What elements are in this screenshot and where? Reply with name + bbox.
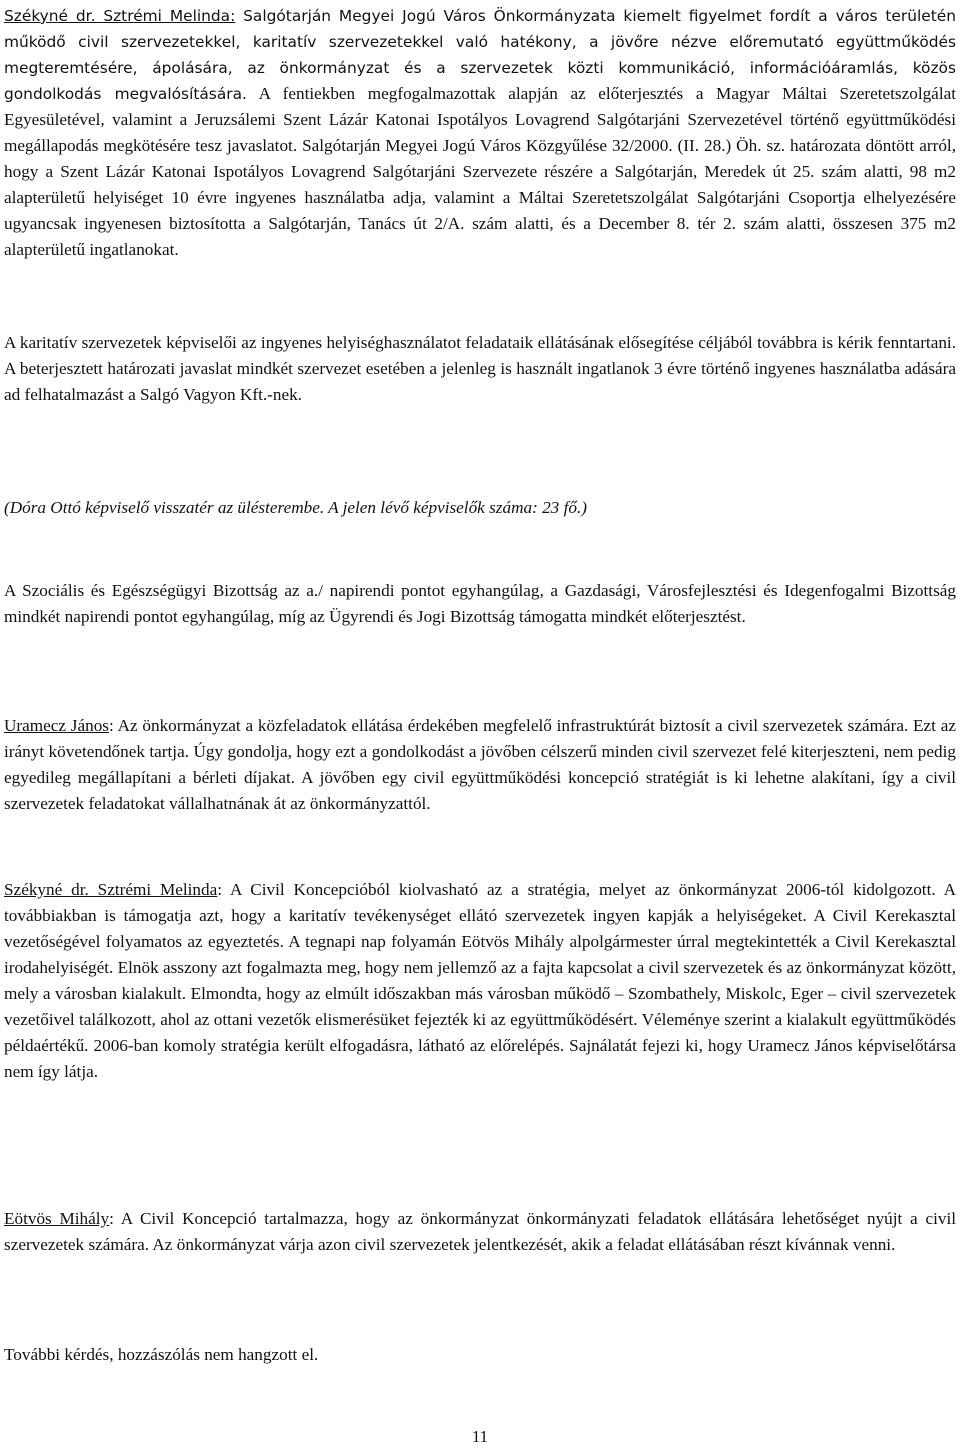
paragraph-text-serif: A fentiekben megfogalmazottak alapján az előterjesztés a Magyar Máltai Szeretetszolgálat Egyesületével, valamint a Jeruzsálemi Szent Lázár Katonai Ispotályos Lovagrend Salgótarjáni Szervezetével történő együttműködési megállapodás megkötésére tesz javaslatot. Salgótarján Megyei Jogú Város Közgyűlése 32/2000. (II. 28.) Öh. sz. határozata döntött arról, hogy a Szent Lázár Katonai Ispotályos Lovagrend Salgótarjáni Szervezete részére a Salgótarján, Meredek út 25. szám alatti, 98 m2 alapterületű helyiséget 10 évre ingyenes használatba adja, valamint a Máltai Szeretetszolgálat Salgótarjáni Csoportja elhelyezésére ugyancsak ingyenesen biztosította a Salgótarján, Tanács út 2/A. szám alatti, és a December 8. tér 2. szám alatti, összesen 375 m2 alapterületű ingatlanokat. [4, 84, 956, 259]
paragraph-text: : A Civil Koncepció tartalmazza, hogy az önkormányzat önkormányzati feladatok ellátására lehetőséget nyújt a civil szervezetek számára. Az önkormányzat várja azon civil szervezetek jelentkezését, akik a feladat ellátásában részt kívánnak venni. [4, 1209, 956, 1254]
paragraph-text: : A Civil Koncepcióból kiolvasható az a stratégia, melyet az önkormányzat 2006-tól kidolgozott. A továbbiakban is támogatja azt, hogy a karitatív tevékenységet ellátó szervezetek ingyen kapják a helyiségeket. A Civil Kerekasztal vezetőségével folyamatos az egyeztetés. A tegnapi nap folyamán Eötvös Mihály alpolgármester úrral megtekintették a Civil Kerekasztal irodahelyiségét. Elnök asszony azt fogalmazta meg, hogy nem jellemző az a fajta kapcsolat a civil szervezetek és az önkormányzat között, mely a városban kialakult. Elmondta, hogy az elmúlt időszakban más városban működő – Szombathely, Miskolc, Eger – civil szervezetek vezetőivel találkozott, ahol az ottani vezetők elismerésüket fejezték ki az együttműködésért. Véleménye szerint a kialakult együttműködés példaértékű. 2006-ban komoly stratégia került elfogadásra, látható az előrelépés. Sajnálatát fejezi ki, hogy Uramecz János képviselőtársa nem így látja. [4, 880, 956, 1081]
committee-paragraph: A Szociális és Egészségügyi Bizottság az a./ napirendi pontot egyhangúlag, a Gazdasági, Városfejlesztési és Idegenfogalmi Bizottság mindkét napirendi pontot egyhangúlag, míg az Ügyrendi és Jogi Bizottság támogatta mindkét előterjesztést. [4, 581, 956, 626]
speaker-name: Uramecz János [4, 716, 109, 735]
session-note: (Dóra Ottó képviselő visszatér az ülésterembe. A jelen lévő képviselők száma: 23 fő.) [4, 498, 587, 517]
paragraph-continuation: A karitatív szervezetek képviselői az ingyenes helyiséghasználatot feladataik ellátásának elősegítése céljából továbbra is kérik fenntartani. A beterjesztett határozati javaslat mindkét szervezet esetében a jelenleg is használt ingatlanok 3 évre történő ingyenes használatba adására ad felhatalmazást a Salgó Vagyon Kft.-nek. [4, 333, 956, 404]
speaker-name: Székyné dr. Sztrémi Melinda: [4, 7, 236, 25]
closing-sentence: További kérdés, hozzászólás nem hangzott el. [4, 1345, 319, 1364]
page-number: 11 [471, 1427, 489, 1446]
paragraph-szekyne [4, 877, 956, 1085]
paragraph-uramecz [4, 713, 956, 817]
paragraph-text-sans: Salgótarján Megyei Jogú Város Önkormányzata kiemelt figyelmet fordít a város területén működő civil szervezetekkel, karitatív szervezetekkel való hatékony, a jövőre nézve előremutató együttműködés megteremtésére, ápolására, az önkormányzat és a szervezetek közti kommunikáció, információáramlás, közös gondolkodás megvalósítására. [4, 7, 956, 103]
speaker-name: Székyné dr. Sztrémi Melinda [4, 880, 218, 899]
paragraph-intro [4, 3, 956, 263]
paragraph-eotvos [4, 1206, 956, 1258]
paragraph-text: : Az önkormányzat a közfeladatok ellátása érdekében megfelelő infrastruktúrát biztosít a civil szervezetek számára. Ezt az irányt követendőnek tartja. Úgy gondolja, hogy ezt a gondolkodást a jövőben célszerű minden civil szervezet felé kiterjeszteni, nem pedig egyedileg megállapítani a bérleti díjakat. A jövőben egy civil együttműködési koncepció stratégiát is ki lehetne alakítani, így a civil szervezetek feladatokat vállalhatnának át az önkormányzattól. [4, 716, 956, 813]
speaker-name: Eötvös Mihály [4, 1209, 110, 1228]
